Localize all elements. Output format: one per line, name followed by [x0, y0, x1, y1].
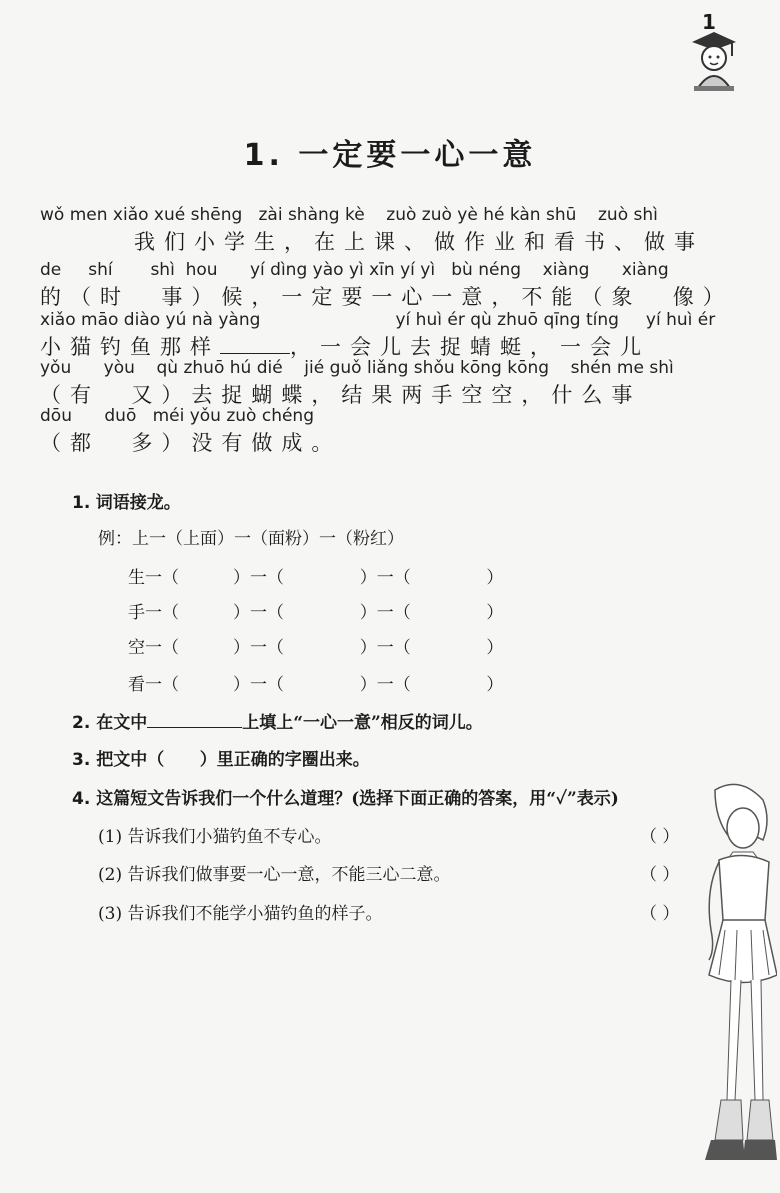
passage-text-4: （有 又）去捉蝴蝶，结果两手空空，什么事	[40, 383, 642, 407]
question-3: 3. 把文中（ ）里正确的字圈出来。	[72, 750, 370, 770]
page-number: 1	[702, 10, 716, 34]
passage-text-1: 我们小学生，在上课、做作业和看书、做事	[40, 230, 705, 254]
question-1: 1. 词语接龙。	[72, 493, 181, 513]
question-2: 2. 在文中 上填上“一心一意”相反的词儿。	[72, 713, 483, 733]
chain-row-2[interactable]: 手一（ ）一（ ）一（ ）	[128, 603, 504, 623]
chain-row-4[interactable]: 看一（ ）一（ ）一（ ）	[128, 675, 504, 695]
option-3: (3) 告诉我们不能学小猫钓鱼的样子。	[98, 904, 383, 924]
passage-text-3a: 小猫钓鱼那样	[40, 335, 220, 359]
option-2-checkbox[interactable]: （ ）	[640, 865, 680, 885]
passage-text-3b: ，一会儿去捉蜻蜓，一会儿	[290, 335, 650, 359]
girl-illustration-icon	[685, 780, 777, 1180]
passage-pinyin-1: wǒ men xiǎo xué shēng zài shàng kè zuò zuò yè hé kàn shū zuò shì	[40, 205, 658, 225]
passage-blank[interactable]	[220, 335, 290, 354]
passage-pinyin-4: yǒu yòu qù zhuō hú dié jié guǒ liǎng shǒu kōng kōng shén me shì	[40, 358, 674, 378]
passage-text-3	[40, 331, 650, 361]
lesson-title: 1. 一定要一心一意	[243, 138, 537, 173]
option-3-checkbox[interactable]: （ ）	[640, 904, 680, 924]
option-2: (2) 告诉我们做事要一心一意，不能三心二意。	[98, 865, 451, 885]
option-1: (1) 告诉我们小猫钓鱼不专心。	[98, 827, 332, 847]
chain-row-1[interactable]: 生一（ ）一（ ）一（ ）	[128, 568, 504, 588]
bleed-through-text	[500, 440, 525, 459]
q2-blank[interactable]	[147, 711, 242, 728]
passage-pinyin-5: dōu duō méi yǒu zuò chéng	[40, 406, 315, 426]
chain-row-3[interactable]: 空一（ ）一（ ）一（ ）	[128, 638, 504, 658]
passage-pinyin-2: de shí shì hou yí dìng yào yì xīn yí yì bù néng xiàng xiàng	[40, 260, 669, 280]
question-4: 4. 这篇短文告诉我们一个什么道理？(选择下面正确的答案，用“✓”表示)	[72, 789, 619, 809]
passage-pinyin-3: xiǎo māo diào yú nà yàng yí huì ér qù zhuō qīng tíng yí huì ér	[40, 310, 716, 330]
option-1-checkbox[interactable]: （ ）	[640, 827, 680, 847]
example-line: 例：上一（上面）一（面粉）一（粉红）	[98, 529, 404, 549]
passage-text-2: 的（时 事）候，一定要一心一意，不能（象 像）	[40, 285, 733, 309]
passage-text-5: （都 多）没有做成。	[40, 431, 342, 455]
graduate-mascot-icon	[684, 28, 744, 93]
